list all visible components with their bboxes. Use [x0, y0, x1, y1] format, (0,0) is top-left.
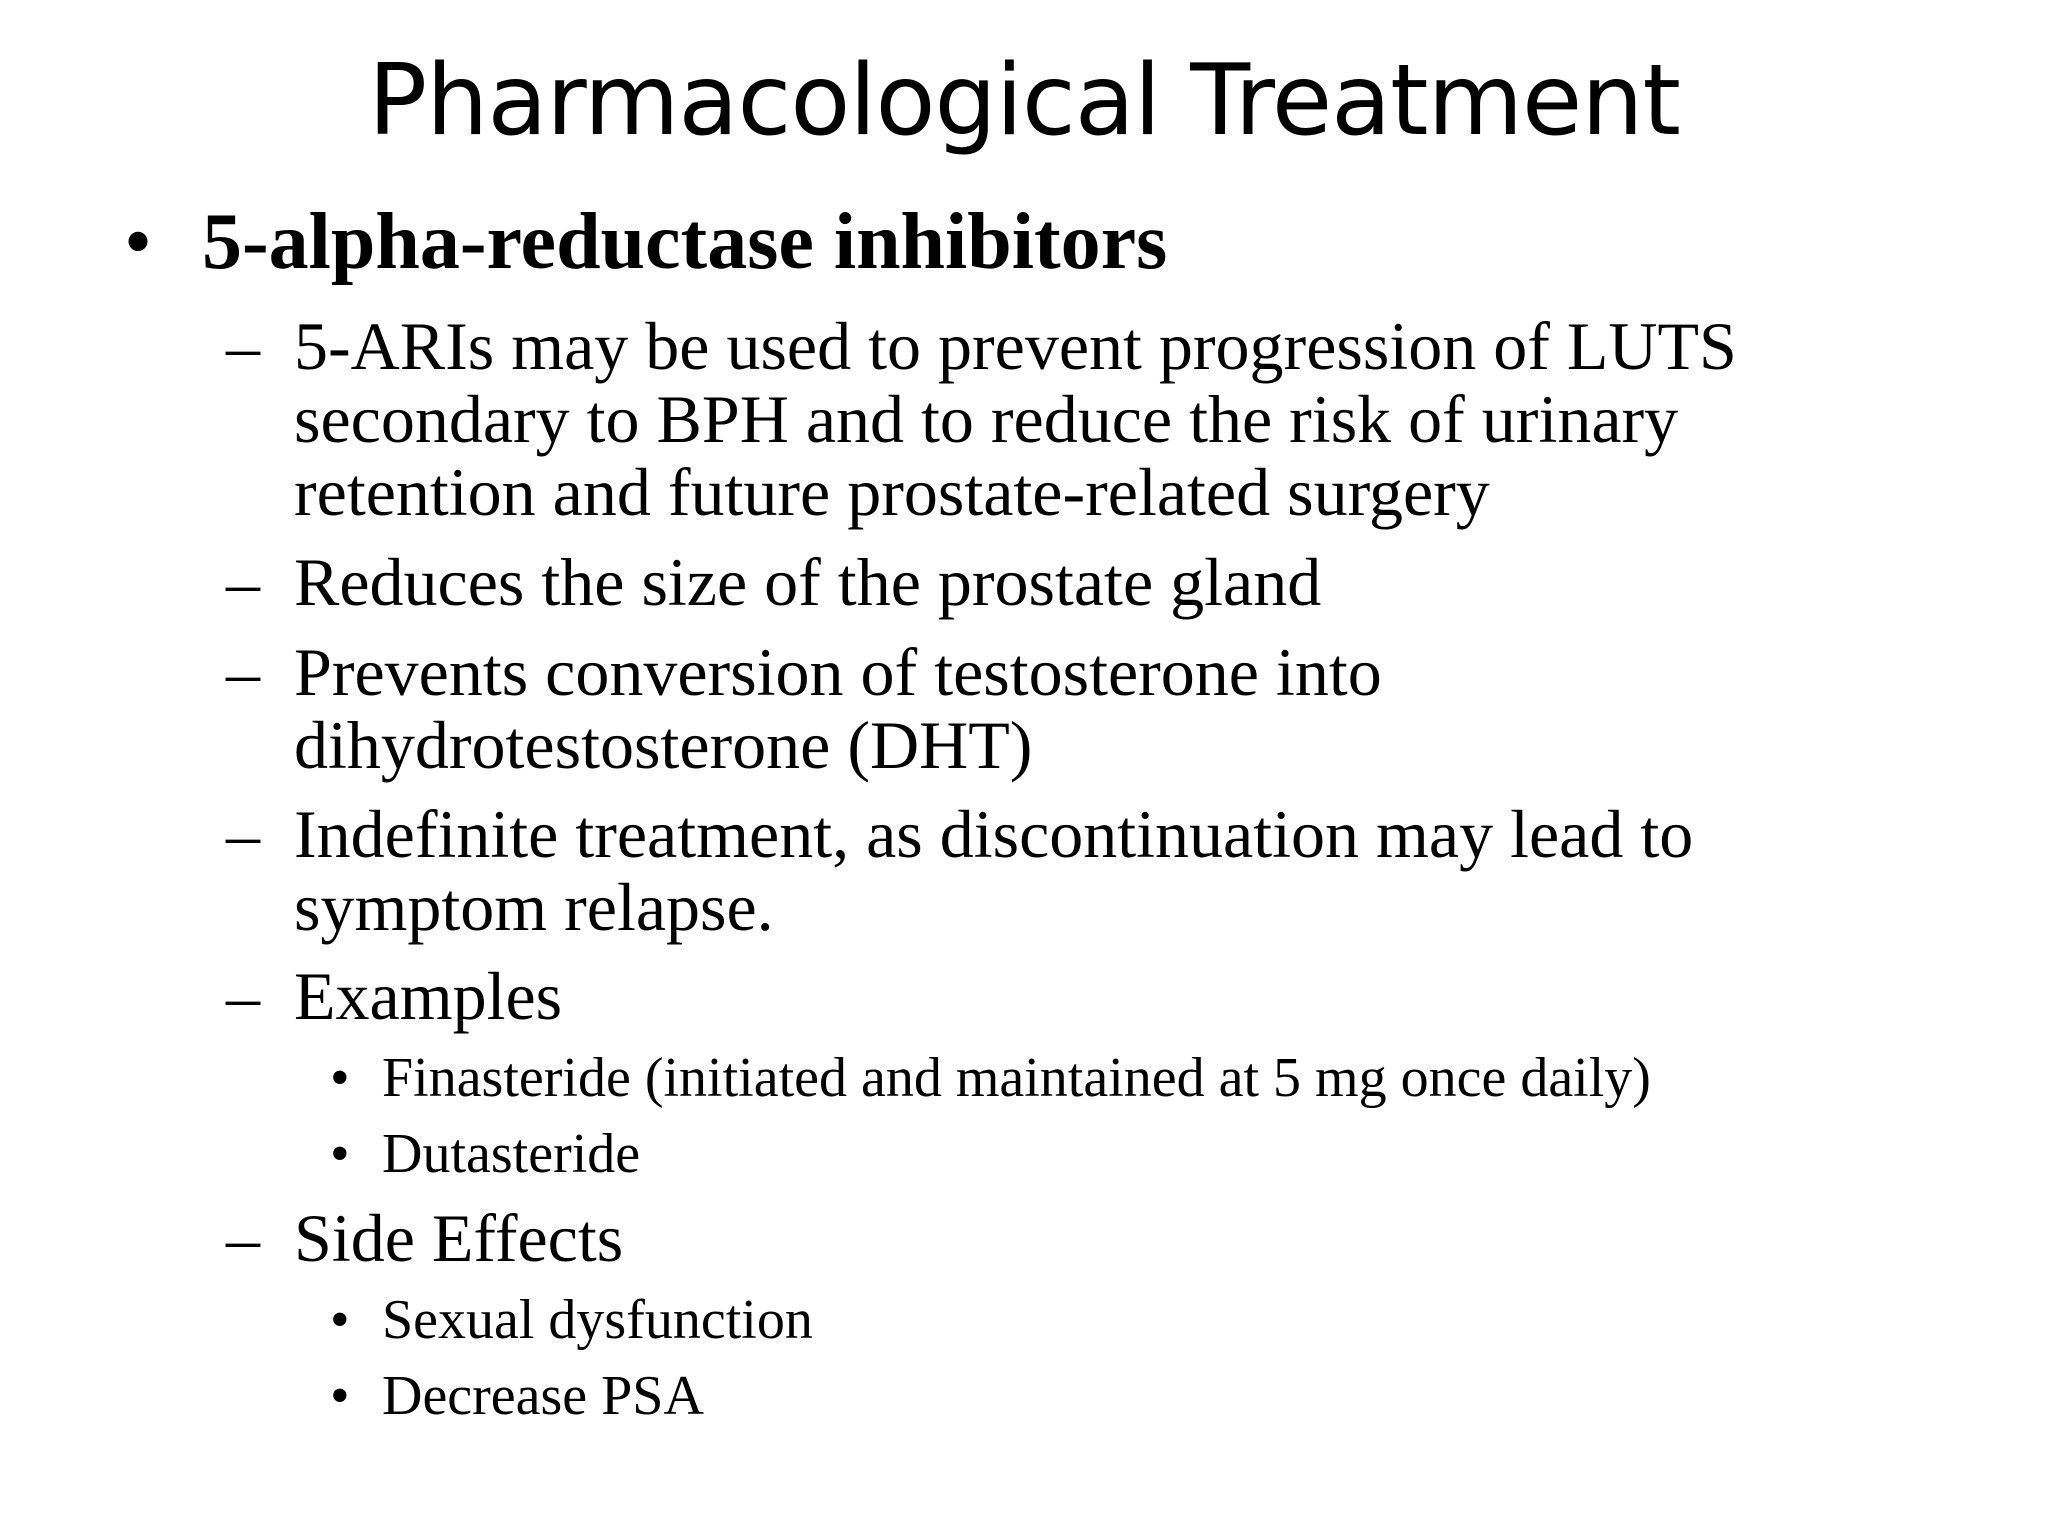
- point-text: [294, 636, 1382, 782]
- point-line: Examples: [294, 958, 563, 1034]
- point-line: 5-ARIs may be used to prevent progression of LUTS: [294, 308, 1737, 384]
- side-effect-text: Decrease PSA: [382, 1365, 704, 1427]
- dash-marker: –: [226, 544, 260, 620]
- bullet-marker: •: [330, 1289, 350, 1351]
- point-line: symptom relapse.: [294, 869, 774, 945]
- heading-text: 5-alpha-reductase inhibitors: [202, 198, 1168, 286]
- dash-marker: –: [226, 634, 260, 710]
- example-text: Finasteride (initiated and maintained at 5 mg once daily): [382, 1047, 1651, 1109]
- example-text: Dutasteride: [382, 1123, 641, 1185]
- point-line: Side Effects: [294, 1200, 624, 1276]
- point-line: Reduces the size of the prostate gland: [294, 544, 1322, 620]
- point-line: retention and future prostate-related surgery: [294, 454, 1490, 530]
- point-line: Indefinite treatment, as discontinuation may lead to: [294, 796, 1694, 872]
- point-line: dihydrotestosterone (DHT): [294, 707, 1033, 783]
- point-text: [294, 798, 1693, 944]
- point-line: secondary to BPH and to reduce the risk of urinary: [294, 381, 1679, 457]
- bullet-marker: •: [330, 1365, 350, 1427]
- bullet-marker: •: [124, 198, 153, 286]
- side-effect-text: Sexual dysfunction: [382, 1289, 813, 1351]
- point-text: [294, 546, 1321, 619]
- point-text: [294, 310, 1737, 529]
- point-text: [294, 1202, 623, 1275]
- bullet-marker: •: [330, 1047, 350, 1109]
- point-text: [294, 960, 562, 1033]
- dash-marker: –: [226, 958, 260, 1034]
- dash-marker: –: [226, 796, 260, 872]
- slide-title: Pharmacological Treatment: [368, 44, 1680, 158]
- point-line: Prevents conversion of testosterone into: [294, 634, 1382, 710]
- dash-marker: –: [226, 308, 260, 384]
- bullet-marker: •: [330, 1123, 350, 1185]
- dash-marker: –: [226, 1200, 260, 1276]
